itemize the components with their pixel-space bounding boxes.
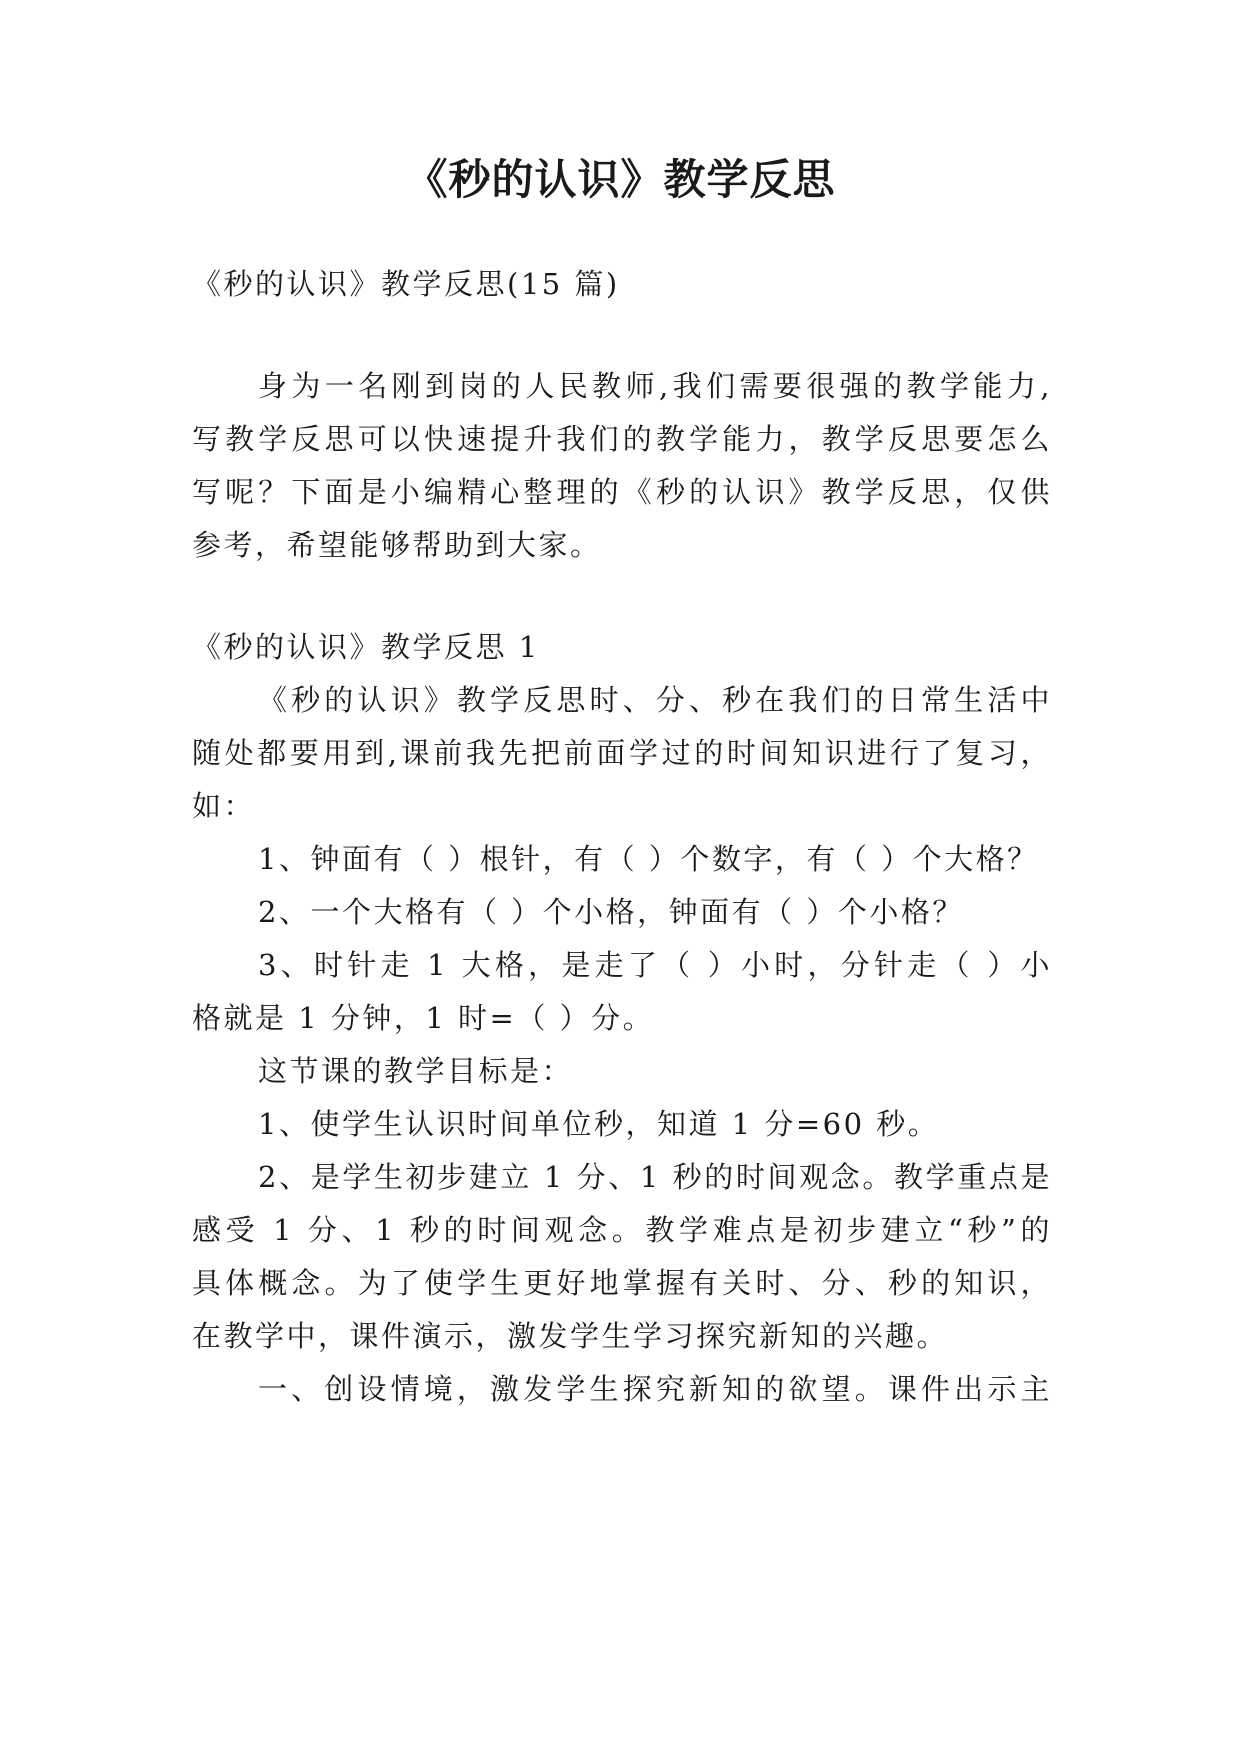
- body-line-14: 一、创设情境，激发学生探究新知的欲望。课件出示主: [258, 1372, 1052, 1406]
- body-line-11: 感受 1 分、1 秒的时间观念。教学难点是初步建立“秒”的: [192, 1213, 1052, 1247]
- body-line-13: 在教学中，课件演示，激发学生学习探究新知的兴趣。: [192, 1319, 949, 1353]
- body-line-12: 具体概念。为了使学生更好地掌握有关时、分、秒的知识，: [192, 1266, 1052, 1300]
- body-line-6: 3、时针走 1 大格，是走了（ ）小时，分针走（ ）小: [258, 948, 1052, 982]
- intro-line-2: 写教学反思可以快速提升我们的教学能力，教学反思要怎么: [192, 422, 1052, 456]
- document-title: 《秒的认识》教学反思: [405, 155, 836, 204]
- intro-line-4: 参考，希望能够帮助到大家。: [192, 528, 602, 562]
- body-line-3: 如：: [192, 789, 256, 823]
- section-heading: 《秒的认识》教学反思 1: [192, 630, 540, 664]
- intro-line-3: 写呢？下面是小编精心整理的《秒的认识》教学反思，仅供: [192, 475, 1052, 509]
- body-line-10: 2、是学生初步建立 1 分、1 秒的时间观念。教学重点是: [258, 1160, 1052, 1194]
- document-subtitle: 《秒的认识》教学反思(15 篇): [192, 267, 620, 301]
- body-line-7: 格就是 1 分钟，1 时=（ ）分。: [192, 1001, 655, 1035]
- body-line-5: 2、一个大格有（ ）个小格，钟面有（ ）个小格？: [258, 895, 964, 929]
- body-line-1: 《秒的认识》教学反思时、分、秒在我们的日常生活中: [258, 683, 1052, 717]
- body-line-2: 随处都要用到,课前我先把前面学过的时间知识进行了复习，: [192, 736, 1052, 770]
- body-line-9: 1、使学生认识时间单位秒，知道 1 分=60 秒。: [258, 1107, 940, 1141]
- body-line-4: 1、钟面有（ ）根针，有（ ）个数字，有（ ）个大格？: [258, 842, 1039, 876]
- intro-line-1: 身为一名刚到岗的人民教师,我们需要很强的教学能力,: [258, 369, 1052, 403]
- body-line-8: 这节课的教学目标是：: [258, 1054, 574, 1088]
